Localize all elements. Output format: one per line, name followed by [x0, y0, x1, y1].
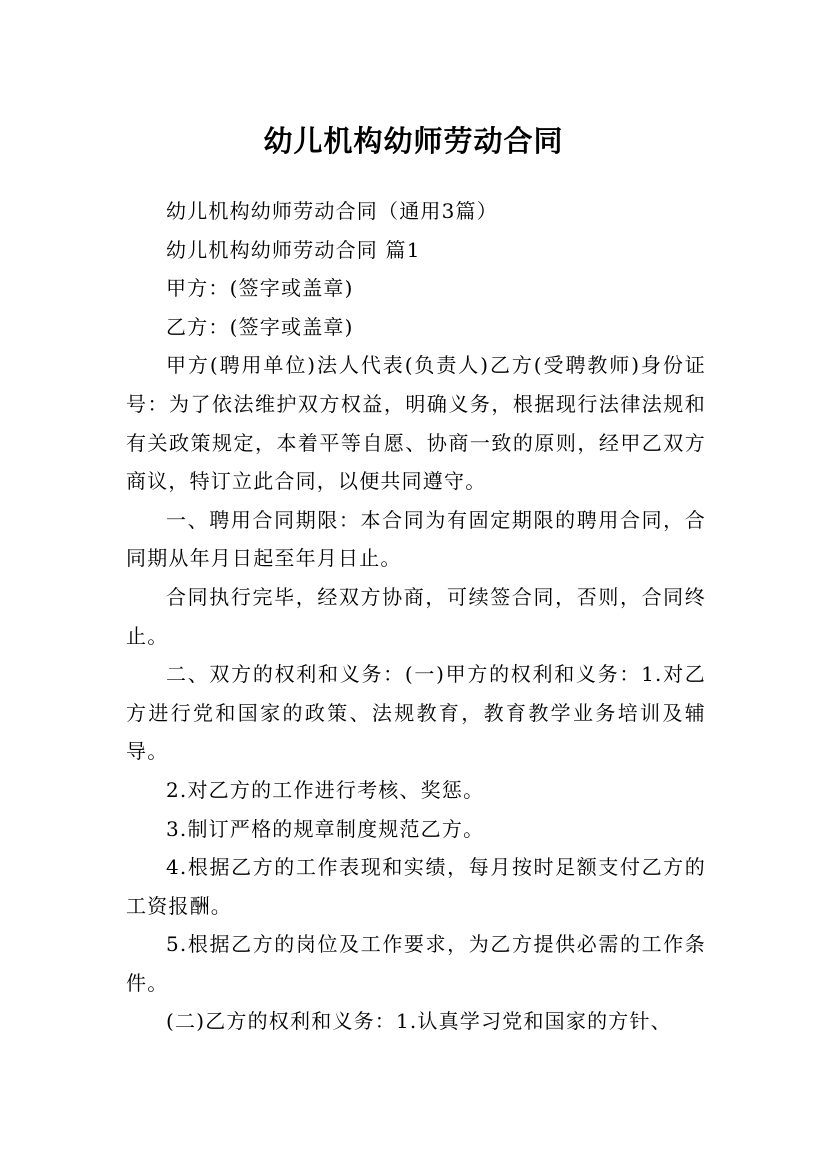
- document-body: [126, 192, 706, 1041]
- paragraph-rights-intro: 二、双方的权利和义务：(一)甲方的权利和义务：1.对乙方进行党和国家的政策、法规教育，教育教学业务培训及辅导。: [126, 662, 706, 764]
- document-title: 幼儿机构幼师劳动合同: [263, 124, 564, 159]
- paragraph-item-4: 4.根据乙方的工作表现和实绩，每月按时足额支付乙方的工资报酬。: [126, 855, 706, 918]
- paragraph-item-3: 3.制订严格的规章制度规范乙方。: [166, 816, 485, 841]
- paragraph-party-b: 乙方：(签字或盖章): [166, 314, 354, 339]
- paragraph-item-5: 5.根据乙方的岗位及工作要求，为乙方提供必需的工作条件。: [126, 932, 706, 995]
- paragraph-preamble: 甲方(聘用单位)法人代表(负责人)乙方(受聘教师)身份证号：为了依法维护双方权益，明确义务，根据现行法律法规和有关政策规定，本着平等自愿、协商一致的原则，经甲乙双方商议，特订立此合同，以便共同遵守。: [126, 353, 706, 494]
- paragraph-party-b-rights: (二)乙方的权利和义务：1.认真学习党和国家的方针、: [166, 1009, 672, 1034]
- paragraph-subtitle: 幼儿机构幼师劳动合同（通用3篇）: [166, 199, 498, 223]
- paragraph-section-heading: 幼儿机构幼师劳动合同 篇1: [166, 237, 421, 262]
- paragraph-term: 一、聘用合同期限：本合同为有固定期限的聘用合同，合同期从年月日起至年月日止。: [126, 507, 706, 571]
- paragraph-renewal: 合同执行完毕，经双方协商，可续签合同，否则，合同终止。: [126, 584, 706, 648]
- paragraph-item-2: 2.对乙方的工作进行考核、奖惩。: [166, 777, 485, 802]
- paragraph-party-a: 甲方：(签字或盖章): [166, 276, 354, 301]
